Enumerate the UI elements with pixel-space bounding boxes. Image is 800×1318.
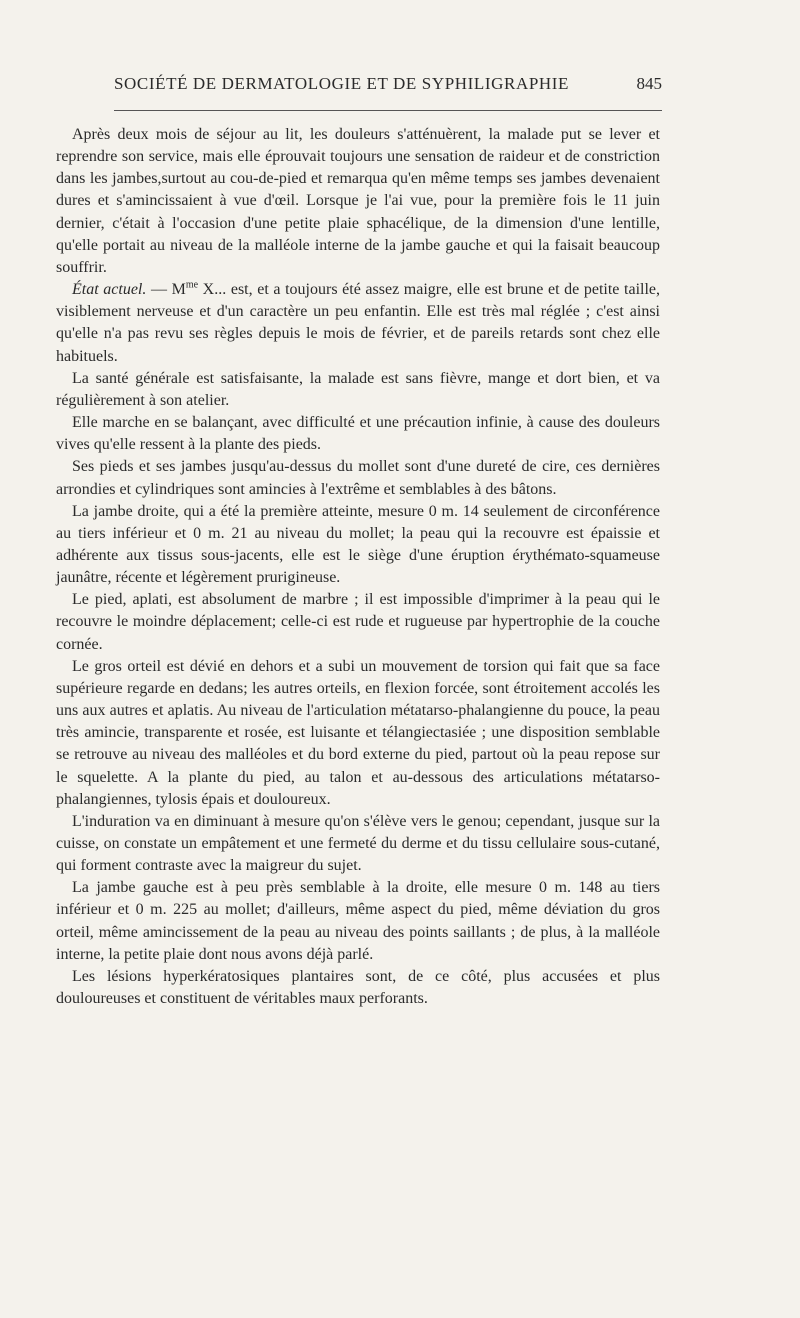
paragraph-rest: X... est, et a toujours été assez maigre, elle est brune et de petite taille, visiblement nerveuse et d'un caractère un peu enfantin. Elle est très mal réglée ; c'est ainsi qu'elle n'a pas revu ses règles depuis le mois de février, et de pareils retards sont chez elle habituels. [56, 281, 660, 365]
paragraph: Les lésions hyperkératosiques plantaires sont, de ce côté, plus accusées et plus douloureuses et constituent de véritables maux perforants. [56, 967, 660, 1008]
paragraph: La jambe droite, qui a été la première atteinte, mesure 0 m. 14 seulement de circonférence au tiers inférieur et 0 m. 21 au niveau du mollet; la peau qui la recouvre est épaissie et adhérente aux tissus sous-jacents, elle est le siège d'une éruption érythémato-squameuse jaunâtre, récente et légèrement prurigineuse. [56, 502, 660, 587]
paragraph: La jambe gauche est à peu près semblable à la droite, elle mesure 0 m. 148 au tiers inférieur et 0 m. 225 au mollet; d'ailleurs, même aspect du pied, même déviation du gros orteil, même amincissement de la peau au niveau des points saillants ; de plus, à la malléole interne, la petite plaie dont nous avons déjà parlé. [56, 879, 660, 963]
section-heading: État actuel. [72, 281, 147, 299]
paragraph: Après deux mois de séjour au lit, les douleurs s'atténuèrent, la malade put se lever et reprendre son service, mais elle éprouvait toujours une sensation de raideur et de constriction dans les jambes,surtout au cou-de-pied et remarqua qu'en même temps ses jambes devenaient dures et s'amincissaient à vue d'œil. Lorsque je l'ai vue, pour la première fois le 11 juin dernier, c'était à l'occasion d'une petite plaie sphacélique, de la dimension d'une lentille, qu'elle portait au niveau de la malléole interne de la jambe gauche et qui la faisait beaucoup souffrir. [56, 126, 660, 276]
running-title: SOCIÉTÉ DE DERMATOLOGIE ET DE SYPHILIGRAPHIE [114, 74, 570, 93]
body-text [56, 124, 660, 1010]
title-m: M [171, 281, 186, 299]
paragraph-etat-actuel [56, 279, 660, 368]
dash: — [146, 281, 172, 299]
header-rule [114, 110, 662, 111]
paragraph: L'induration va en diminuant à mesure qu'on s'élève vers le genou; cependant, jusque sur la cuisse, on constate un empâtement et une fermeté du derme et du tissu cellulaire sous-cutané, qui forment contraste avec la maigreur du sujet. [56, 812, 660, 875]
paragraph: Le pied, aplati, est absolument de marbre ; il est impossible d'imprimer à la peau qui le recouvre le moindre déplacement; celle-ci est rude et rugueuse par hypertrophie de la couche cornée. [56, 591, 660, 653]
page-header [114, 74, 662, 102]
page-number: 845 [636, 74, 662, 93]
title-sup: me [185, 279, 199, 291]
paragraph: Le gros orteil est dévié en dehors et a subi un mouvement de torsion qui fait que sa face supérieure regarde en dedans; les autres orteils, en flexion forcée, sont étroitement accolés les uns aux autres et aplatis. Au niveau de l'articulation métatarso-phalangienne du pouce, la peau très amincie, transparente et rosée, est luisante et télangiectasiée ; une disposition semblable se retrouve au niveau des malléoles et du bord externe du pied, partout où la peau repose sur le squelette. A la plante du pied, au talon et au-dessous des articulations métatarso-phalangiennes, tylosis épais et douloureux. [56, 657, 660, 808]
paragraph: Elle marche en se balançant, avec difficulté et une précaution infinie, à cause des douleurs vives qu'elle ressent à la plante des pieds. [56, 414, 660, 454]
paragraph: Ses pieds et ses jambes jusqu'au-dessus du mollet sont d'une dureté de cire, ces dernières arrondies et cylindriques sont amincies à l'extrême et semblables à des bâtons. [56, 458, 660, 498]
paragraph: La santé générale est satisfaisante, la malade est sans fièvre, mange et dort bien, et va régulièrement à son atelier. [56, 369, 660, 409]
